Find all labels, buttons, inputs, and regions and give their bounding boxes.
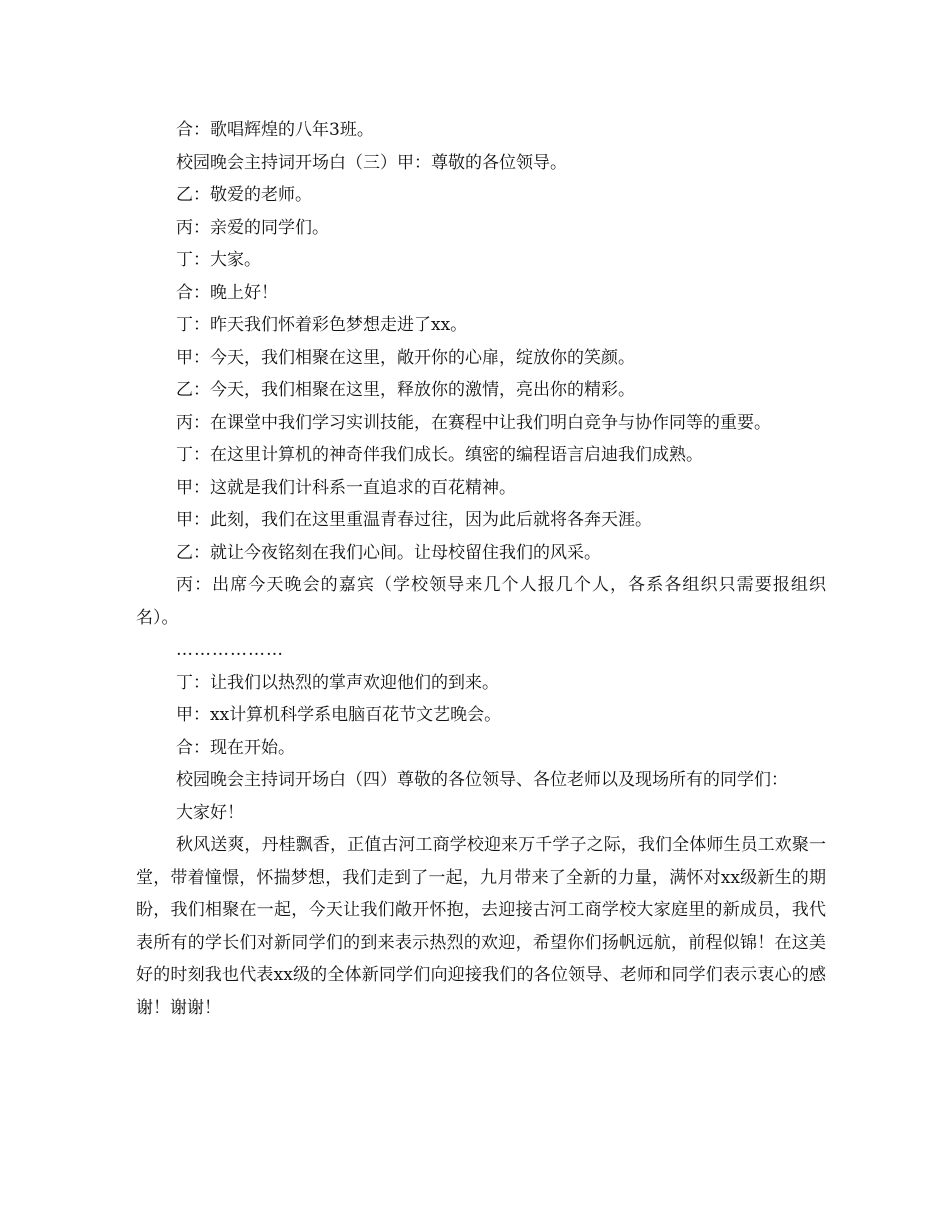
ellipsis-line: ……………… (176, 640, 284, 660)
paragraph-4: 丙：亲爱的同学们。 (176, 217, 329, 238)
paragraph-2: 校园晚会主持词开场白（三）甲：尊敬的各位领导。 (176, 152, 567, 173)
paragraph-17: 丁：让我们以热烈的掌声欢迎他们的到来。 (176, 672, 499, 693)
paragraph-14: 乙：就让今夜铭刻在我们心间。让母校留住我们的风采。 (176, 542, 601, 563)
paragraph-19: 合：现在开始。 (176, 737, 295, 758)
paragraph-10: 丙：在课堂中我们学习实训技能，在赛程中让我们明白竞争与协作同等的重要。 (176, 412, 771, 433)
paragraph-5: 丁：大家。 (176, 250, 261, 270)
paragraph-7: 丁：昨天我们怀着彩色梦想走进了xx。 (176, 315, 468, 335)
paragraph-6: 合：晚上好！ (176, 282, 278, 303)
paragraph-12: 甲：这就是我们计科系一直追求的百花精神。 (176, 477, 516, 498)
paragraph-20: 校园晚会主持词开场白（四）尊敬的各位领导、各位老师以及现场所有的同学们： (176, 770, 788, 790)
paragraph-11: 丁：在这里计算机的神奇伴我们成长。缜密的编程语言启迪我们成熟。 (176, 445, 703, 465)
paragraph-22: 秋风送爽，丹桂飘香，正值古河工商学校迎来万千学子之际，我们全体师生员工欢聚一堂，带着憧憬，怀揣梦想，我们走到了一起，九月带来了全新的力量，满怀对xx级新生的期盼，我们相聚在一起，今天让我们敞开怀抱，去迎接古河工商学校大家庭里的新成员，我代表所有的学长们对新同学们的到来表示热烈的欢迎，希望你们扬帆远航，前程似锦！在这美好的时刻我也代表xx级的全体新同学们向迎接我们的各位领导、老师和同学们表示衷心的感谢！谢谢！ (136, 835, 826, 1018)
paragraph-15: 丙：出席今天晚会的嘉宾（学校领导来几个人报几个人，各系各组织只需要报组织名）。 (136, 575, 826, 628)
paragraph-1: 合：歌唱辉煌的八年3班。 (176, 120, 374, 140)
paragraph-21: 大家好！ (176, 802, 244, 823)
paragraph-13: 甲：此刻，我们在这里重温青春过往，因为此后就将各奔天涯。 (176, 510, 652, 530)
paragraph-18: 甲：xx计算机科学系电脑百花节文艺晚会。 (176, 705, 502, 725)
paragraph-8: 甲：今天，我们相聚在这里，敞开你的心扉，绽放你的笑颜。 (176, 347, 635, 368)
paragraph-3: 乙：敬爱的老师。 (176, 185, 312, 205)
paragraph-9: 乙：今天，我们相聚在这里，释放你的激情，亮出你的精彩。 (176, 380, 635, 400)
document-body (136, 114, 826, 1024)
